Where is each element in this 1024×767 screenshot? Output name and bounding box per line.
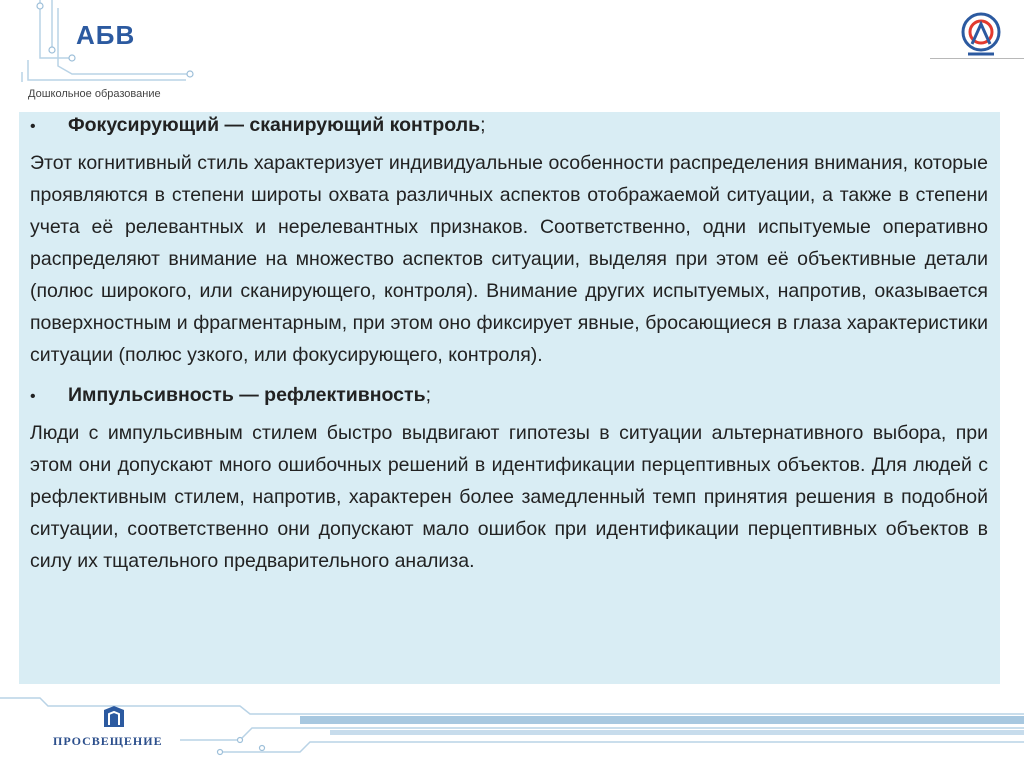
bullet-marker: • (30, 118, 36, 135)
publisher-logo-icon (101, 705, 127, 729)
publisher-name: ПРОСВЕЩЕНИЕ (53, 734, 163, 748)
bullet-heading: Фокусирующий — сканирующий контроль (68, 114, 481, 136)
bullet-item-focusing-scanning: • Фокусирующий — сканирующий контроль; (30, 109, 988, 143)
bullet-item-impulsivity-reflectivity: • Импульсивность — рефлективность; (30, 379, 988, 413)
footer-stripe-decoration (0, 690, 1024, 767)
header-circuit-decoration (0, 0, 1024, 120)
paragraph-impulsivity-reflectivity: Люди с импульсивным стилем быстро выдвигают гипотезы в ситуации альтернативного выбора, при этом они допускают много ошибочных решений в идентификации перцептивных объектов. Для людей с рефлективным стилем, напротив, характерен более замедленный темп принятия решения в подобной ситуации, соответственно они допускают мало ошибок при идентификации перцептивных объектов в силу их тщательного предварительного анализа. (30, 422, 988, 572)
brand-logo-text: АБВ (76, 20, 136, 50)
emblem-logo-icon (958, 10, 1004, 60)
bullet-heading: Импульсивность — рефлективность (68, 384, 426, 406)
bullet-marker: • (30, 388, 36, 405)
header-divider (930, 58, 1024, 59)
content-body (30, 107, 988, 585)
header-subtitle: Дошкольное образование (28, 88, 161, 100)
paragraph-focusing-scanning: Этот когнитивный стиль характеризует индивидуальные особенности распределения внимания, которые проявляются в степени широты охвата различных аспектов отображаемой ситуации, а также в степени учета её релевантных и нерелевантных признаков. Соответственно, одни испытуемые оперативно распределяют внимание на множество аспектов ситуации, выделяя при этом её объективные детали (полюс широкого, или сканирующего, контроля). Внимание других испытуемых, напротив, оказывается поверхностным и фрагментарным, при этом оно фиксирует явные, бросающиеся в глаза характеристики ситуации (полюс узкого, или фокусирующего, контроля). (30, 152, 988, 366)
